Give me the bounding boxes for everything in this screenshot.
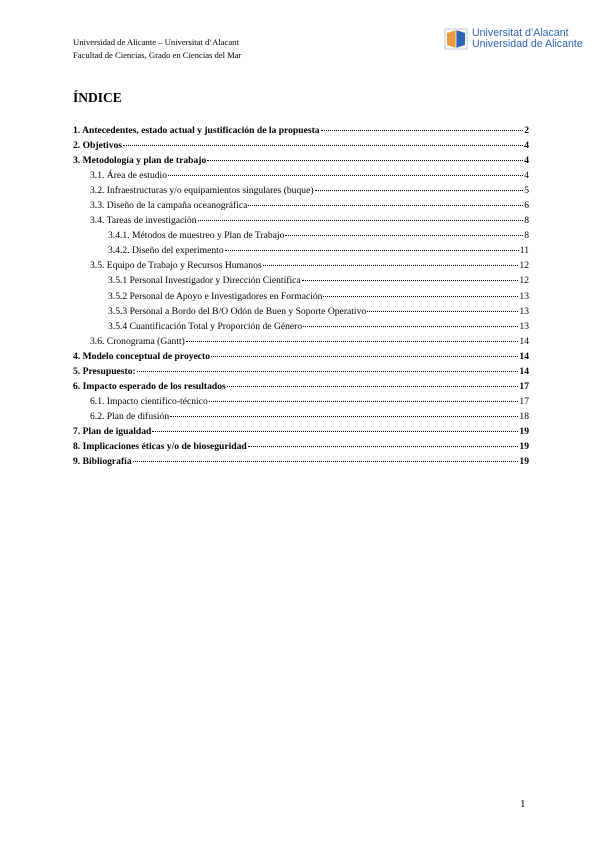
toc-entry-page: 13 (519, 290, 529, 302)
toc-dot-leader (248, 205, 523, 206)
toc-entry-label: 3.5.3 Personal a Bordo del B/O Odón de Buen y Soporte Operativo (108, 305, 367, 317)
toc-entry-label: 3.1. Área de estudio (90, 170, 167, 182)
toc-entry-label: 6.1. Impacto científico-técnico (90, 395, 208, 407)
toc-entry-label: 5. Presupuesto: (73, 365, 136, 377)
toc-entry[interactable] (73, 275, 529, 290)
toc-dot-leader (137, 371, 519, 372)
university-logo (444, 27, 583, 50)
toc-entry-label: 9. Bibliografía (73, 456, 132, 468)
toc-entry-label: 3.4.1. Métodos de muestreo y Plan de Trabajo (108, 230, 285, 242)
toc-dot-leader (263, 265, 519, 266)
toc-entry-page: 11 (519, 245, 529, 257)
toc-entry-page: 13 (519, 305, 529, 317)
toc-entry[interactable] (73, 381, 529, 396)
toc-dot-leader (168, 175, 523, 176)
toc-entry[interactable] (73, 426, 529, 441)
toc-entry-label: 3.6. Cronograma (Gantt) (90, 335, 185, 347)
toc-entry[interactable] (73, 200, 529, 215)
toc-dot-leader (367, 311, 518, 312)
toc-entry[interactable] (73, 245, 529, 260)
header-faculty: Facultad de Ciencias, Grado en Ciencias del Mar (73, 50, 242, 60)
toc-entry-label: 3.5.2 Personal de Apoyo e Investigadores en Formación (108, 290, 323, 302)
toc-entry[interactable] (73, 396, 529, 411)
toc-entry-label: 3.4.2. Diseño del experimento (108, 245, 224, 257)
toc-entry-page: 4 (524, 140, 529, 152)
toc-entry[interactable] (73, 170, 529, 185)
toc-entry-label: 3. Metodología y plan de trabajo (73, 155, 207, 167)
toc-entry[interactable] (73, 260, 529, 275)
toc-entry-page: 14 (519, 335, 529, 347)
toc-dot-leader (152, 431, 518, 432)
toc-entry-label: 3.3. Diseño de la campaña oceanográfica (90, 200, 248, 212)
toc-entry[interactable] (73, 321, 529, 336)
toc-dot-leader (198, 220, 524, 221)
running-header (73, 36, 241, 62)
toc-entry[interactable] (73, 291, 529, 306)
toc-entry[interactable] (73, 366, 529, 381)
toc-entry-label: 2. Objetivos (73, 140, 123, 152)
toc-entry-label: 6. Impacto esperado de los resultados (73, 380, 226, 392)
toc-entry[interactable] (73, 155, 529, 170)
toc-entry-label: 3.2. Infraestructuras y/o equipamientos singulares (buque) (90, 185, 314, 197)
toc-dot-leader (133, 461, 519, 462)
toc-entry[interactable] (73, 230, 529, 245)
toc-entry-page: 14 (519, 365, 529, 377)
page-title: ÍNDICE (73, 90, 122, 105)
toc-entry-label: 3.4. Tareas de investigación (90, 215, 197, 227)
toc-dot-leader (186, 341, 519, 342)
logo-line-valenciano: Universitat d’Alacant (472, 27, 569, 39)
logo-line-castellano: Universidad de Alicante (472, 38, 583, 50)
toc-dot-leader (302, 280, 519, 281)
toc-entry-page: 5 (524, 185, 529, 197)
toc-entry-label: 3.5.4 Cuantificación Total y Proporción de Género (108, 320, 303, 332)
toc-entry-page: 17 (519, 380, 529, 392)
toc-entry-page: 8 (524, 215, 529, 227)
toc-entry[interactable] (73, 411, 529, 426)
toc-entry-label: 1. Antecedentes, estado actual y justificación de la propuesta (73, 125, 320, 136)
table-of-contents (73, 125, 529, 471)
toc-entry-label: 3.5.1 Personal Investigador y Dirección Científica (108, 275, 301, 287)
toc-entry-label: 4. Modelo conceptual de proyecto (73, 350, 211, 362)
toc-entry-page: 14 (519, 350, 529, 362)
toc-entry[interactable] (73, 215, 529, 230)
toc-dot-leader (207, 160, 523, 161)
toc-dot-leader (209, 401, 519, 402)
toc-dot-leader (321, 130, 524, 131)
header-university: Universidad de Alicante – Universitat d’Alacant (73, 37, 239, 47)
toc-dot-leader (211, 356, 518, 357)
toc-dot-leader (170, 416, 518, 417)
toc-entry-label: 6.2. Plan de difusión (90, 410, 170, 422)
toc-entry-page: 18 (519, 410, 529, 422)
toc-entry-label: 8. Implicaciones éticas y/o de bioseguridad (73, 440, 247, 452)
page-number: 1 (520, 798, 526, 810)
toc-entry-page: 19 (519, 440, 529, 452)
toc-entry-page: 13 (519, 320, 529, 332)
toc-entry[interactable] (73, 306, 529, 321)
toc-entry-page: 17 (519, 395, 529, 407)
toc-dot-leader (248, 446, 519, 447)
toc-entry[interactable] (73, 456, 529, 471)
toc-entry[interactable] (73, 185, 529, 200)
toc-entry[interactable] (73, 140, 529, 155)
toc-entry[interactable] (73, 125, 529, 140)
toc-entry[interactable] (73, 441, 529, 456)
toc-entry-page: 4 (524, 170, 529, 182)
toc-entry-page: 12 (519, 275, 529, 287)
toc-dot-leader (323, 296, 518, 297)
toc-entry[interactable] (73, 351, 529, 366)
toc-entry-page: 8 (524, 230, 529, 242)
toc-entry-page: 19 (519, 456, 529, 468)
toc-dot-leader (303, 326, 518, 327)
toc-dot-leader (285, 235, 523, 236)
toc-dot-leader (225, 250, 519, 251)
logo-wordmark (472, 28, 583, 50)
toc-dot-leader (315, 190, 524, 191)
toc-entry-page: 19 (519, 425, 529, 437)
toc-entry-page: 4 (524, 155, 529, 167)
toc-entry-label: 3.5. Equipo de Trabajo y Recursos Humanos (90, 260, 262, 272)
toc-entry-page: 6 (524, 200, 529, 212)
toc-entry-page: 2 (524, 125, 529, 136)
toc-entry-page: 12 (519, 260, 529, 272)
logo-emblem-icon (444, 28, 468, 50)
toc-entry[interactable] (73, 336, 529, 351)
toc-dot-leader (227, 386, 519, 387)
toc-entry-label: 7. Plan de igualdad (73, 425, 152, 437)
toc-dot-leader (123, 145, 523, 146)
